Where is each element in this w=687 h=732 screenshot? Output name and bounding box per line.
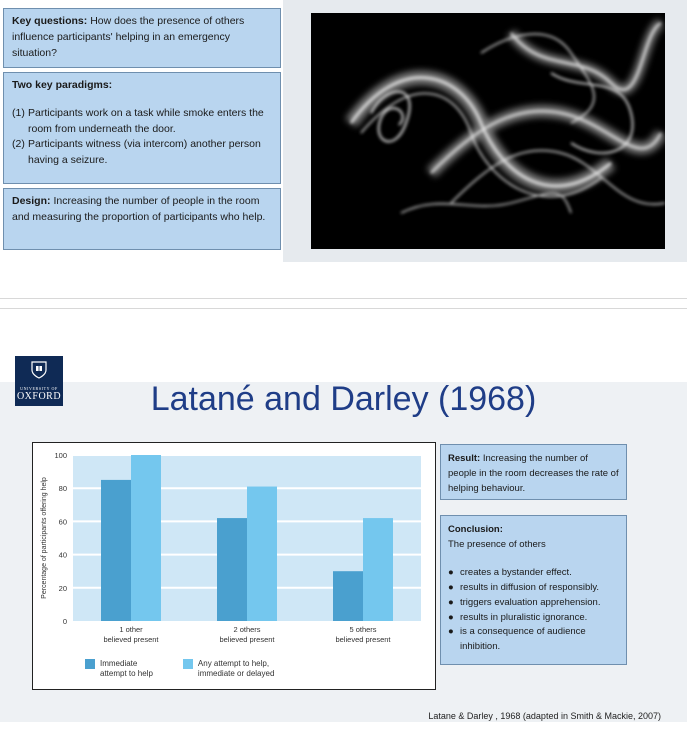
paradigm-number: (1) bbox=[12, 106, 25, 119]
list-item-text: results in pluralistic ignorance. bbox=[460, 611, 588, 623]
list-item-text: results in diffusion of responsibly. bbox=[460, 582, 600, 594]
bar bbox=[363, 518, 393, 621]
paradigm-text: Participants work on a task while smoke enters the room from underneath the door. bbox=[28, 106, 264, 135]
y-tick-label: 100 bbox=[54, 451, 67, 460]
x-tick-label: 1 other bbox=[119, 625, 143, 634]
legend-item bbox=[85, 659, 153, 679]
result-text: Increasing the number of people in the room decreases the rate of helping behaviour. bbox=[448, 453, 619, 495]
x-tick-label: 5 others bbox=[349, 625, 377, 634]
logo-university-text: UNIVERSITY OF bbox=[20, 386, 58, 391]
list-item bbox=[448, 596, 619, 611]
y-tick-label: 80 bbox=[58, 484, 67, 494]
bar bbox=[101, 480, 131, 621]
key-questions-label: Key questions: bbox=[12, 15, 88, 27]
result-label: Result: bbox=[448, 453, 481, 464]
bar bbox=[131, 455, 161, 621]
legend-line: immediate or delayed bbox=[197, 669, 275, 678]
y-tick-label: 0 bbox=[62, 617, 67, 626]
slide-title: Latané and Darley (1968) bbox=[150, 380, 537, 418]
bar bbox=[217, 518, 247, 621]
bar bbox=[247, 487, 277, 621]
logo-oxford-text: OXFORD bbox=[16, 391, 62, 402]
y-axis-label: Percentage of participants offering help bbox=[41, 477, 48, 599]
conclusion-list bbox=[448, 566, 619, 654]
conclusion-box bbox=[440, 515, 627, 665]
citation: Latane & Darley , 1968 (adapted in Smith & Mackie, 2007) bbox=[428, 711, 661, 721]
list-item bbox=[448, 625, 619, 654]
legend-item bbox=[183, 659, 274, 679]
slide-divider bbox=[0, 308, 687, 309]
y-tick-label: 40 bbox=[58, 550, 67, 560]
y-tick-label: 60 bbox=[58, 517, 67, 527]
x-tick-label: 2 others bbox=[233, 625, 261, 634]
legend-text bbox=[100, 659, 153, 679]
smoke-illustration bbox=[311, 13, 665, 249]
list-item-text: is a consequence of audience inhibition. bbox=[460, 626, 586, 652]
list-item-text: triggers evaluation apprehension. bbox=[460, 596, 601, 608]
legend-line: Immediate bbox=[100, 659, 138, 668]
conclusion-intro: The presence of others bbox=[448, 539, 546, 551]
design-label: Design: bbox=[12, 195, 51, 207]
paradigm-item bbox=[12, 137, 272, 169]
bar bbox=[333, 571, 363, 621]
result-box bbox=[440, 444, 627, 500]
paradigm-item bbox=[12, 106, 272, 138]
bullet-icon: ● bbox=[448, 567, 454, 579]
y-axis-ticks bbox=[54, 451, 67, 626]
legend-line: Any attempt to help, bbox=[197, 659, 270, 668]
slide-divider bbox=[0, 298, 687, 299]
list-item bbox=[448, 566, 619, 581]
x-tick-label: believed present bbox=[335, 635, 391, 644]
legend-swatch bbox=[183, 659, 193, 669]
bullet-icon: ● bbox=[448, 596, 454, 608]
design-box bbox=[3, 188, 281, 250]
bullet-icon: ● bbox=[448, 611, 454, 623]
legend-swatch bbox=[85, 659, 95, 669]
crest-icon bbox=[29, 360, 49, 380]
chart-panel bbox=[32, 442, 436, 690]
key-questions-box bbox=[3, 8, 281, 68]
key-questions-text: How does the presence of others influence participants' helping in an emergency situation? bbox=[12, 15, 245, 59]
paradigm-number: (2) bbox=[12, 138, 25, 151]
x-tick-label: believed present bbox=[103, 635, 159, 644]
paradigms-box bbox=[3, 72, 281, 184]
bullet-icon: ● bbox=[448, 626, 454, 638]
current-slide bbox=[0, 310, 687, 732]
previous-slide bbox=[0, 0, 687, 262]
x-tick-label: believed present bbox=[219, 635, 275, 644]
y-tick-label: 20 bbox=[58, 583, 67, 593]
list-item-text: creates a bystander effect. bbox=[460, 567, 572, 579]
list-item bbox=[448, 581, 619, 596]
paradigm-text: Participants witness (via intercom) another person having a seizure. bbox=[28, 138, 261, 166]
bar-chart bbox=[33, 443, 434, 688]
paradigms-title: Two key paradigms: bbox=[12, 79, 113, 91]
chart-legend bbox=[85, 659, 274, 679]
conclusion-label: Conclusion: bbox=[448, 524, 503, 535]
legend-line: attempt to help bbox=[100, 669, 153, 678]
bullet-icon: ● bbox=[448, 582, 454, 594]
smoke-image bbox=[311, 13, 665, 249]
list-item bbox=[448, 611, 619, 626]
legend-text bbox=[198, 659, 274, 679]
design-text: Increasing the number of people in the room and measuring the proportion of participants who help. bbox=[12, 195, 266, 223]
x-axis-labels bbox=[103, 625, 391, 644]
